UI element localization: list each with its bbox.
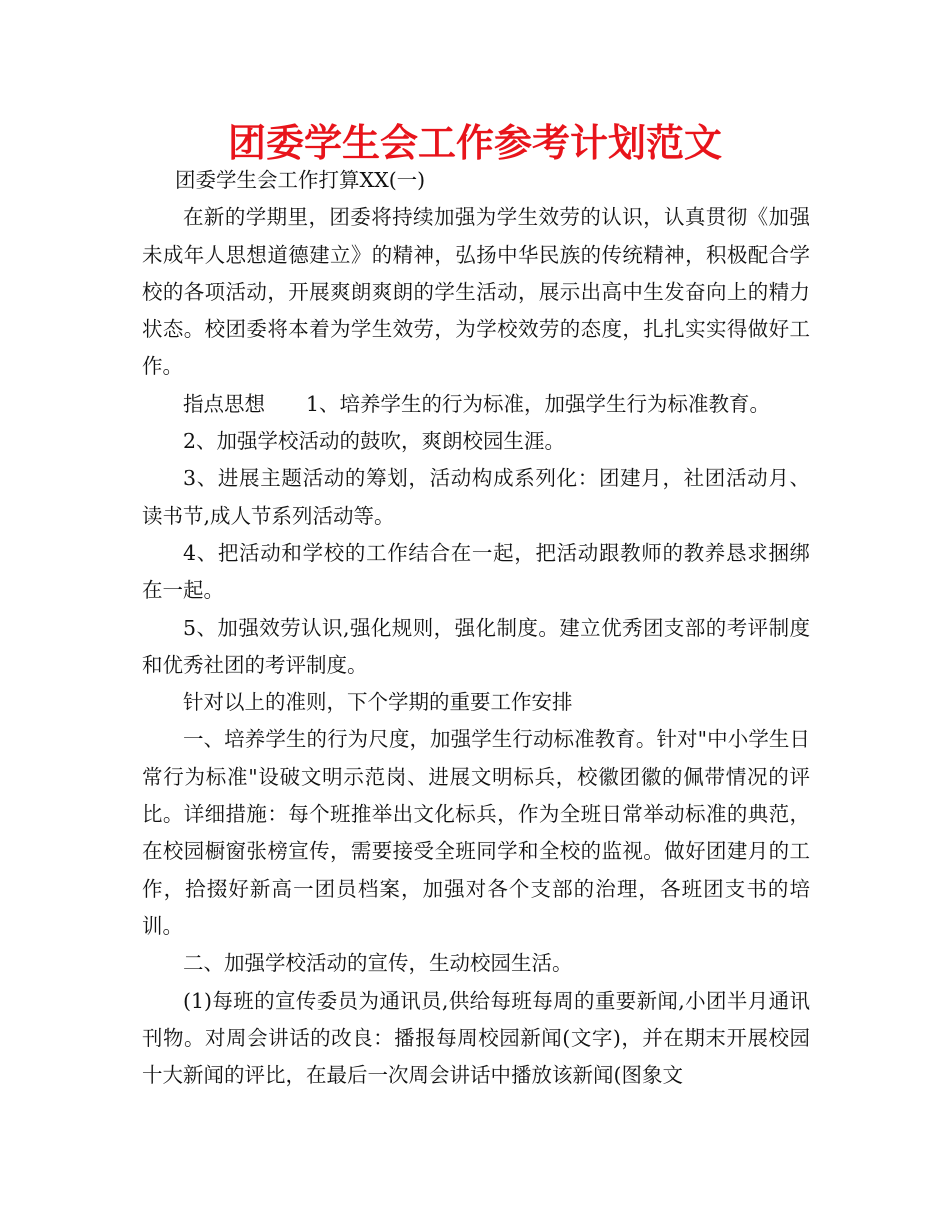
paragraph: 团委学生会工作打算XX(一) bbox=[175, 168, 426, 192]
paragraph: 5、加强效劳认识,强化规则，强化制度。建立优秀团支部的考评制度和优秀社团的考评制度。 bbox=[142, 615, 810, 677]
paragraph: 一、培养学生的行为尺度，加强学生行动标准教育。针对"中小学生日常行为标准"设破文明示范岗、进展文明标兵，校徽团徽的佩带情况的评比。详细措施：每个班推举出文化标兵，作为全班日常举动标准的典范，在校园橱窗张榜宣传，需要接受全班同学和全校的监视。做好团建月的工作，拾掇好新高一团员档案，加强对各个支部的治理，各班团支书的培训。 bbox=[142, 727, 810, 938]
document-title: 团委学生会工作参考计划范文 bbox=[227, 121, 722, 165]
paragraph: 4、把活动和学校的工作结合在一起，把活动跟教师的教养恳求捆绑在一起。 bbox=[142, 540, 810, 603]
document-body bbox=[142, 162, 810, 1094]
paragraph: 针对以上的准则，下个学期的重要工作安排 bbox=[183, 690, 573, 715]
paragraph: 2、加强学校活动的鼓吹，爽朗校园生涯。 bbox=[183, 429, 566, 454]
paragraph: 二、加强学校活动的宣传，生动校园生活。 bbox=[183, 951, 573, 976]
paragraph: 3、进展主题活动的筹划，活动构成系列化：团建月，社团活动月、读书节,成人节系列活动等。 bbox=[142, 466, 810, 528]
paragraph: 在新的学期里，团委将持续加强为学生效劳的认识，认真贯彻《加强未成年人思想道德建立》的精神，弘扬中华民族的传统精神，积极配合学校的各项活动，开展爽朗爽朗的学生活动，展示出高中生发奋向上的精力状态。校团委将本着为学生效劳，为学校效劳的态度，扎扎实实得做好工作。 bbox=[142, 205, 810, 379]
paragraph: (1)每班的宣传委员为通讯员,供给每班每周的重要新闻,小团半月通讯刊物。对周会讲话的改良：播报每周校园新闻(文字)，并在期末开展校园十大新闻的评比，在最后一次周会讲话中播放该新闻(图象文 bbox=[142, 988, 810, 1088]
paragraph: 指点思想 1、培养学生的行为标准，加强学生行为标准教育。 bbox=[183, 391, 771, 416]
